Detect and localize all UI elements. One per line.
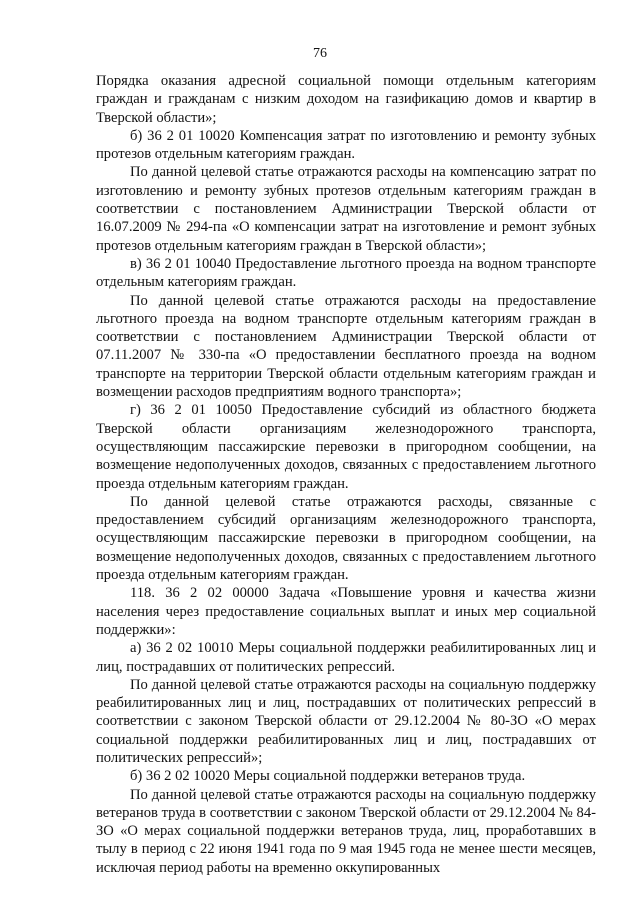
item-b-dental-prosthetics: б) 36 2 01 10020 Компенсация затрат по изготовлению и ремонту зубных протезов отдельным категориям граждан. bbox=[96, 127, 596, 163]
paragraph-1: Порядка оказания адресной социальной помощи отдельным категориям граждан и гражданам с низким доходом на газификацию домов и квартир в Тверской области»; bbox=[96, 73, 596, 126]
item-a-rehabilitated-persons: а) 36 2 02 10010 Меры социальной поддержки реабилитированных лиц и лиц, пострадавших от политических репрессий. bbox=[96, 640, 596, 675]
paragraph-railway-expenses: По данной целевой статье отражаются расходы, связанные с предоставлением субсидий организациям железнодорожного транспорта, осуществляющим пассажирские перевозки в пригородном сообщении, на возмещение недополученных доходов, связанных с предоставлением льготного проезда отдельным категориям граждан. bbox=[96, 493, 596, 584]
item-b-labor-veterans: б) 36 2 02 10020 Меры социальной поддержки ветеранов труда. bbox=[130, 768, 526, 785]
section-118-task: 118. 36 2 02 00000 Задача «Повышение уровня и качества жизни населения через предоставление социальных выплат и иных мер социальной поддержки»: bbox=[96, 585, 596, 638]
paragraph-rehabilitated-expenses: По данной целевой статье отражаются расходы на социальную поддержку реабилитированных лиц и лиц, пострадавших от политических репрессий в соответствии с законом Тверской области от 29.12.2004 № 80-ЗО «О мерах социальной поддержки реабилитированных лиц и лиц, пострадавших от политических репрессий»; bbox=[96, 676, 596, 766]
paragraph-labor-veterans-expenses: По данной целевой статье отражаются расходы на социальную поддержку ветеранов труда в соответствии с законом Тверской области от 29.12.2004 № 84-ЗО «О мерах социальной поддержки ветеранов труда, лиц, проработавших в тылу в период с 22 июня 1941 года по 9 мая 1945 года не менее шести месяцев, исключая период работы на временно оккупированных bbox=[96, 786, 596, 876]
page-number: 76 bbox=[313, 46, 327, 61]
paragraph-water-transport-expenses: По данной целевой статье отражаются расходы на предоставление льготного проезда на водном транспорте отдельным категориям граждан в соответствии с постановлением Администрации Тверской области от 07.11.2007 № 330-па «О предоставлении бесплатного проезда на водном транспорте на территории Тверской области отдельным категориям граждан и возмещении расходов предприятиям водного транспорта»; bbox=[96, 292, 596, 401]
item-v-water-transport: в) 36 2 01 10040 Предоставление льготного проезда на водном транспорте отдельным категориям граждан. bbox=[96, 255, 596, 291]
item-g-railway-subsidies: г) 36 2 01 10050 Предоставление субсидий из областного бюджета Тверской области организациям железнодорожного транспорта, осуществляющим пассажирские перевозки в пригородном сообщении, на возмещение недополученных доходов, связанных с предоставлением льготного проезда отдельным категориям граждан. bbox=[96, 402, 596, 492]
paragraph-dental-expenses: По данной целевой статье отражаются расходы на компенсацию затрат по изготовлению и ремонту зубных протезов отдельным категориям граждан в соответствии с постановлением Администрации Тверской области от 16.07.2009 № 294-па «О компенсации затрат на изготовление и ремонт зубных протезов отдельным категориям граждан в Тверской области»; bbox=[96, 164, 596, 254]
document-body bbox=[96, 72, 596, 877]
